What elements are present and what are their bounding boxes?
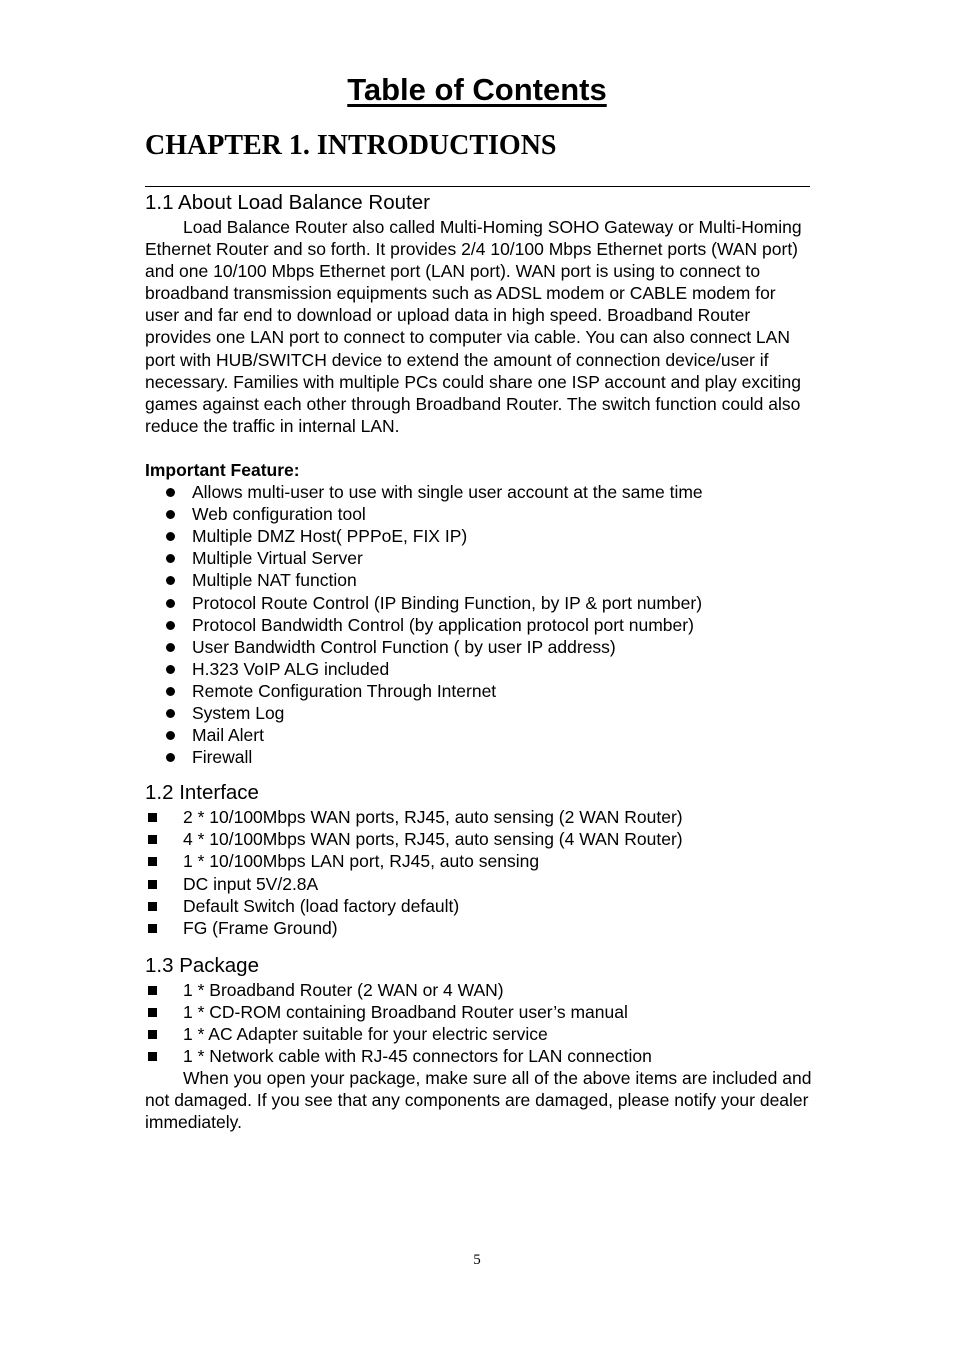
package-list bbox=[145, 979, 813, 1067]
bullet-icon bbox=[166, 621, 175, 630]
bullet-icon bbox=[166, 532, 175, 541]
section-heading-about: 1.1 About Load Balance Router bbox=[145, 191, 430, 214]
package-note: When you open your package, make sure all of the above items are included and not damaged. If you see that any components are damaged, please notify your dealer immediately. bbox=[145, 1068, 812, 1133]
chapter-title: CHAPTER 1. INTRODUCTIONS bbox=[145, 130, 557, 161]
square-bullet-icon bbox=[148, 1008, 157, 1017]
about-paragraph: Load Balance Router also called Multi-Homing SOHO Gateway or Multi-Homing Ethernet Router and so forth. It provides 2/4 10/100 Mbps Ethernet ports (WAN port) and one 10/100 Mbps Ethernet port (LAN port). WAN port is using to connect to broadband transmission equipments such as ADSL modem or CABLE modem for user and far end to download or upload data in high speed. Broadband Router provides one LAN port to connect to computer via cable. You can also connect LAN port with HUB/SWITCH device to extend the amount of connection device/user if necessary. Families with multiple PCs could share one ISP account and play exciting games against each other through Broadband Router. The switch function could also reduce the traffic in internal LAN. bbox=[145, 217, 802, 436]
bullet-icon bbox=[166, 488, 175, 497]
bullet-icon bbox=[166, 753, 175, 762]
square-bullet-icon bbox=[148, 835, 157, 844]
list-item: Protocol Bandwidth Control (by application protocol port number) bbox=[145, 614, 813, 636]
list-item: FG (Frame Ground) bbox=[145, 917, 813, 939]
list-item: Mail Alert bbox=[145, 724, 813, 746]
list-item: Firewall bbox=[145, 746, 813, 768]
square-bullet-icon bbox=[148, 857, 157, 866]
list-item: DC input 5V/2.8A bbox=[145, 873, 813, 895]
list-item: H.323 VoIP ALG included bbox=[145, 658, 813, 680]
bullet-icon bbox=[166, 510, 175, 519]
square-bullet-icon bbox=[148, 1052, 157, 1061]
list-item: 1 * 10/100Mbps LAN port, RJ45, auto sensing bbox=[145, 850, 813, 872]
section-heading-package: 1.3 Package bbox=[145, 953, 259, 977]
list-item: Multiple DMZ Host( PPPoE, FIX IP) bbox=[145, 525, 813, 547]
toc-title: Table of Contents bbox=[347, 72, 607, 107]
list-item: Web configuration tool bbox=[145, 503, 813, 525]
bullet-icon bbox=[166, 554, 175, 563]
list-item: 4 * 10/100Mbps WAN ports, RJ45, auto sensing (4 WAN Router) bbox=[145, 828, 813, 850]
list-item: Multiple Virtual Server bbox=[145, 547, 813, 569]
list-item: 2 * 10/100Mbps WAN ports, RJ45, auto sensing (2 WAN Router) bbox=[145, 806, 813, 828]
list-item: 1 * AC Adapter suitable for your electric service bbox=[145, 1023, 813, 1045]
square-bullet-icon bbox=[148, 924, 157, 933]
list-item: 1 * Broadband Router (2 WAN or 4 WAN) bbox=[145, 979, 813, 1001]
bullet-icon bbox=[166, 731, 175, 740]
square-bullet-icon bbox=[148, 880, 157, 889]
bullet-icon bbox=[166, 709, 175, 718]
square-bullet-icon bbox=[148, 1030, 157, 1039]
list-item: Default Switch (load factory default) bbox=[145, 895, 813, 917]
bullet-icon bbox=[166, 599, 175, 608]
interface-list bbox=[145, 806, 813, 939]
square-bullet-icon bbox=[148, 986, 157, 995]
list-item: Allows multi-user to use with single user account at the same time bbox=[145, 481, 813, 503]
features-list bbox=[145, 481, 813, 768]
list-item: 1 * CD-ROM containing Broadband Router user’s manual bbox=[145, 1001, 813, 1023]
bullet-icon bbox=[166, 643, 175, 652]
bullet-icon bbox=[166, 576, 175, 585]
list-item: Multiple NAT function bbox=[145, 569, 813, 591]
section-heading-interface: 1.2 Interface bbox=[145, 781, 259, 805]
chapter-divider bbox=[145, 186, 810, 187]
list-item: User Bandwidth Control Function ( by user IP address) bbox=[145, 636, 813, 658]
list-item: Protocol Route Control (IP Binding Function, by IP & port number) bbox=[145, 592, 813, 614]
bullet-icon bbox=[166, 687, 175, 696]
list-item: 1 * Network cable with RJ-45 connectors for LAN connection bbox=[145, 1045, 813, 1067]
content-body bbox=[145, 190, 813, 1133]
bullet-icon bbox=[166, 665, 175, 674]
square-bullet-icon bbox=[148, 902, 157, 911]
list-item: Remote Configuration Through Internet bbox=[145, 680, 813, 702]
square-bullet-icon bbox=[148, 813, 157, 822]
list-item: System Log bbox=[145, 702, 813, 724]
page-number: 5 bbox=[473, 1252, 481, 1268]
features-label: Important Feature: bbox=[145, 459, 300, 480]
